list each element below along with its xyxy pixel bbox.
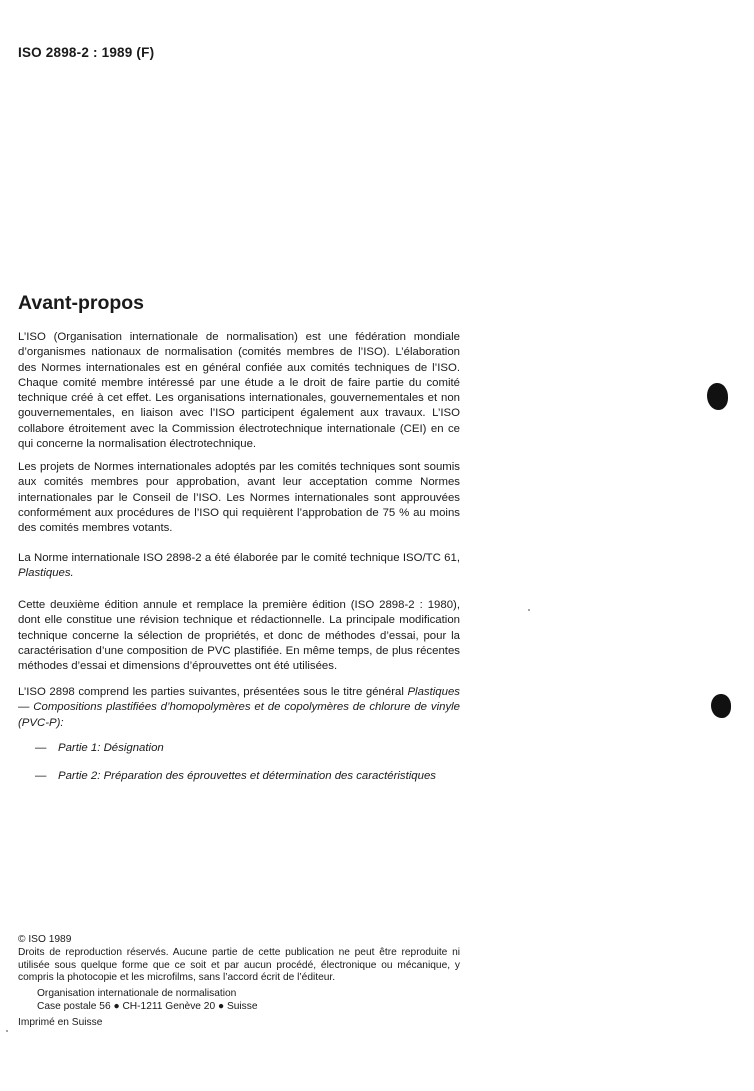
committee-title-italic: Plastiques. [18,567,74,580]
general-title-italic: Plastiques — Compositions plastifiées d’homopolymères et de copolymères de chlorure de vinyle (PVC-P): [18,686,460,729]
list-item-part-2 [35,769,475,784]
printed-in: Imprimé en Suisse [18,1017,103,1028]
postal-address: Case postale 56 ● CH-1211 Genève 20 ● Suisse [37,1000,258,1012]
page-title: Avant-propos [18,292,145,314]
binding-hole-mark-icon [707,383,728,410]
paragraph-parts-intro [18,685,460,731]
scan-speck [528,609,530,611]
paragraph-parts-intro-text: L’ISO 2898 comprend les parties suivantes, présentées sous le titre général [18,686,408,698]
reproduction-rights: Droits de reproduction réservés. Aucune partie de cette publication ne peut être reproduite ni utilisée sous quelque forme que ce soit et par aucun procédé, électronique ou mécanique, y compris la photocopie et les microfilms, sans l’accord écrit de l’éditeur. [18,947,460,984]
list-dash: — [35,770,47,782]
copyright-notice: © ISO 1989 [18,934,72,945]
organisation-name: Organisation internationale de normalisation [37,988,237,999]
list-item-part-1 [35,741,475,756]
list-dash: — [35,742,47,754]
paragraph-technical-committee [18,551,460,582]
scan-speck [6,1030,8,1032]
binding-hole-mark-icon [711,694,731,718]
document-reference: ISO 2898-2 : 1989 (F) [18,45,155,60]
organisation-address [37,988,457,1013]
part-2-label: Partie 2: Préparation des éprouvettes et détermination des caractéristiques [58,770,436,782]
part-1-label: Partie 1: Désignation [58,742,164,754]
paragraph-second-edition: Cette deuxième édition annule et remplace la première édition (ISO 2898-2 : 1980), dont elle constitue une révision technique et rédactionnelle. La principale modification technique concerne la sélection de propriétés, et donc de méthodes d’essai, pour la caractérisation d’une composition de PVC plastifiée. En même temps, de plus récentes méthodes d’essai et dimensions d’éprouvettes ont été utilisées. [18,599,460,673]
paragraph-iso-organisation: L’ISO (Organisation internationale de normalisation) est une fédération mondiale d’organismes nationaux de normalisation (comités membres de l’ISO). L’élaboration des Normes internationales est en général confiée aux comités techniques de l’ISO. Chaque comité membre intéressé par une étude a le droit de faire partie du comité technique créé à cet effet. Les organisations internationales, gouvernementales et non gouvernementales, en liaison avec l’ISO participent également aux travaux. L’ISO collabore étroitement avec la Commission électrotechnique internationale (CEI) en ce qui concerne la normalisation électrotechnique. [18,331,460,451]
paragraph-technical-committee-text: La Norme internationale ISO 2898-2 a été élaborée par le comité technique ISO/TC 61, [18,552,460,564]
paragraph-draft-standards: Les projets de Normes internationales adoptés par les comités techniques sont soumis aux comités membres pour approbation, avant leur acceptation comme Normes internationales par le Conseil de l’ISO. Les Normes internationales sont approuvées conformément aux procédures de l’ISO qui requièrent l’approbation de 75 % au moins des comités membres votants. [18,461,460,535]
